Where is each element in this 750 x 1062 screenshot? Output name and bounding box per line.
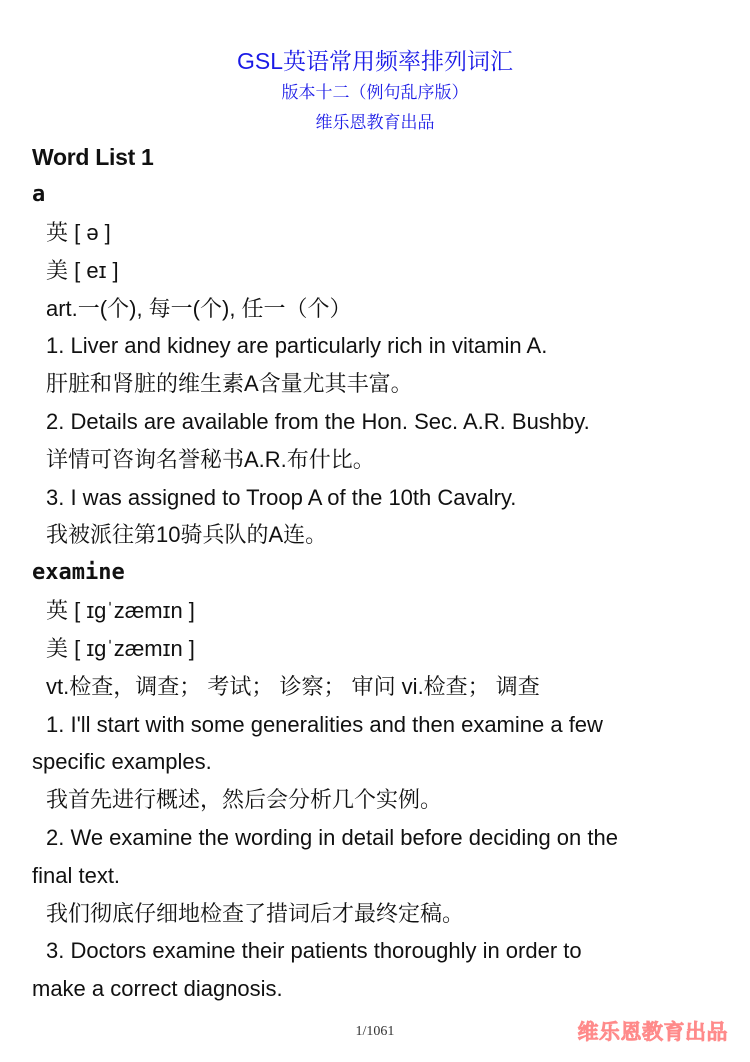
example-en: 3. I was assigned to Troop A of the 10th Cavalry.: [46, 484, 517, 510]
example-en: 2. We examine the wording in detail before deciding on the: [46, 824, 618, 850]
publisher-watermark: 维乐恩教育出品: [577, 1020, 728, 1044]
example-en: 2. Details are available from the Hon. Sec. A.R. Bushby.: [46, 408, 590, 434]
example-en: 3. Doctors examine their patients thoroughly in order to: [46, 938, 582, 964]
example-zh: 我们彻底仔细地检查了措词后才最终定稿。: [46, 900, 465, 926]
example-zh: 我被派往第10骑兵队的A连。: [46, 522, 328, 548]
example-en-continued: specific examples.: [32, 749, 212, 775]
document-subtitle: 版本十二（例句乱序版）: [281, 83, 469, 102]
example-en: 1. I'll start with some generalities and then examine a few: [46, 711, 603, 737]
document-title: GSL英语常用频率排列词汇: [236, 48, 514, 74]
example-en: 1. Liver and kidney are particularly rich in vitamin A.: [46, 333, 548, 359]
document-header: [0, 44, 750, 138]
example-zh: 详情可咨询名誉秘书A.R.布什比。: [46, 446, 375, 472]
word-entry: [32, 554, 722, 1008]
page-number: 1/1061: [355, 1024, 395, 1039]
example-zh: 肝脏和肾脏的维生素A含量尤其丰富。: [46, 371, 413, 397]
example-en-continued: make a correct diagnosis.: [32, 976, 283, 1002]
us-pronunciation: 美 [ eɪ ]: [46, 257, 119, 283]
word-entry: [32, 176, 722, 554]
example-en-continued: final text.: [32, 862, 121, 888]
definition: art.一(个), 每一(个), 任一（个）: [46, 295, 352, 321]
example-zh: 我首先进行概述，然后会分析几个实例。: [46, 787, 443, 813]
word-list-title: Word List 1: [32, 144, 154, 170]
uk-pronunciation: 英 [ ɪɡˈzæmɪn ]: [46, 598, 195, 624]
word-list-content: [32, 138, 722, 1008]
headword: examine: [32, 560, 125, 586]
uk-pronunciation: 英 [ ə ]: [46, 220, 111, 245]
us-pronunciation: 美 [ ɪɡˈzæmɪn ]: [46, 635, 195, 661]
headword: a: [32, 182, 46, 207]
document-publisher: 维乐恩教育出品: [315, 113, 435, 132]
definition: vt.检查，调查； 考试； 诊察； 审问 vi.检查； 调查: [46, 673, 540, 699]
